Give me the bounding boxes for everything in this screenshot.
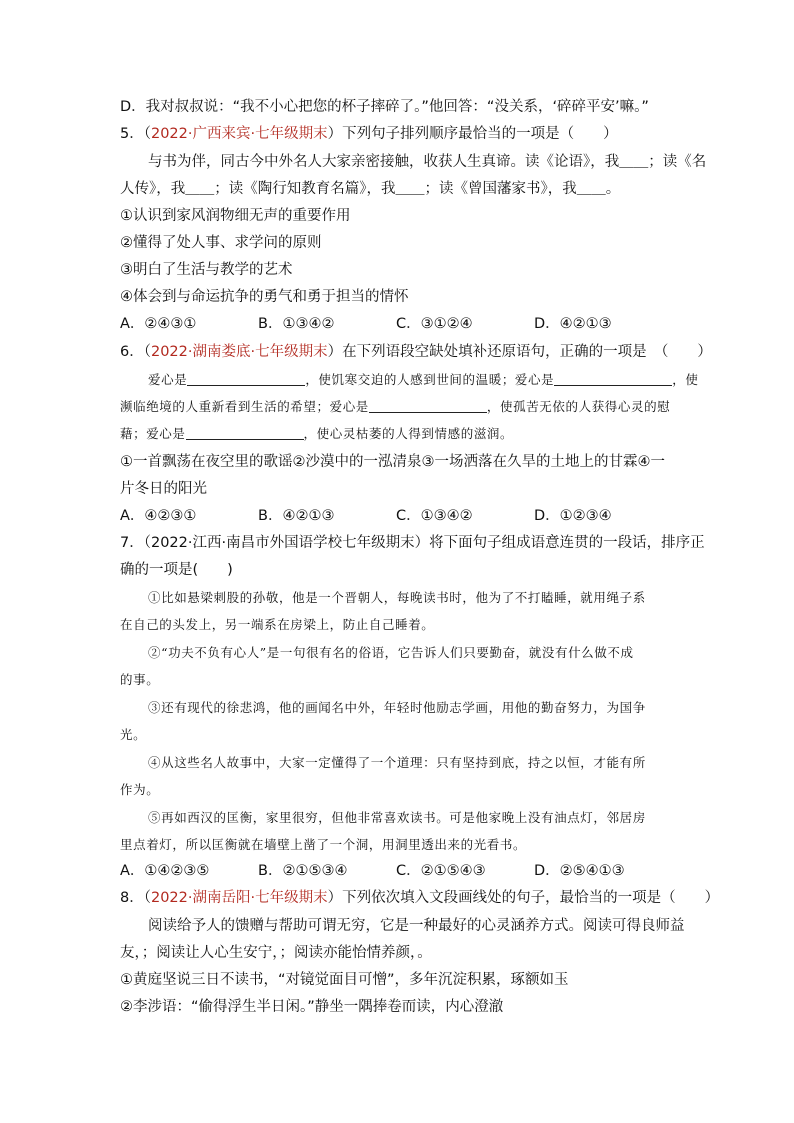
- q5-item-3: ③明白了生活与教学的艺术: [120, 262, 293, 278]
- q6-options: [120, 506, 612, 526]
- q8-number: 8．（: [120, 890, 151, 906]
- q7-sentence-3b: 光。: [120, 727, 147, 742]
- q8-stem: ）下列依次填入文段画线处的句子，最恰当的一项是（ ）: [327, 890, 720, 906]
- q7-option-c[interactable]: C．②①⑤④③: [396, 863, 486, 879]
- q7-sentence-1a: ①比如悬梁刺股的孙敬，他是一个晋朝人，每晚读书时，他为了不打瞌睡，就用绳子系: [148, 590, 646, 605]
- q5-option-b[interactable]: B．①③④②: [258, 316, 335, 332]
- q6-source: 2022·湖南娄底·七年级期末: [150, 344, 328, 360]
- q7-sentence-1b: 在自己的头发上，另一端系在房梁上，防止自己睡着。: [120, 617, 435, 632]
- q6-option-c[interactable]: C．①③④②: [396, 508, 473, 524]
- q6-passage-line3: 藉；爱心是 ，使心灵枯萎的人得到情感的滋润。: [120, 426, 514, 441]
- q5-option-a[interactable]: A．②④③①: [120, 316, 197, 332]
- q6-number: 6．（: [120, 344, 151, 360]
- q7-option-a[interactable]: A．①④②③⑤: [120, 863, 210, 879]
- q8-item-2: ②李涉语：“偷得浮生半日闲。”静坐一隅捧卷而读，内心澄澈: [120, 999, 504, 1015]
- q5-stem: ）下列句子排列顺序最恰当的一项是（ ）: [327, 126, 618, 142]
- q6-blank-1: [187, 371, 305, 386]
- prev-option-d: D．我对叔叔说：“我不小心把您的杯子摔碎了。”他回答：“没关系，‘碎碎平安’嘛。”: [120, 99, 649, 115]
- q5-option-c[interactable]: C．③①②④: [396, 316, 473, 332]
- q6-passage-line2: 濒临绝境的人重新看到生活的希望；爱心是 ，使孤苦无依的人获得心灵的慰: [120, 399, 671, 414]
- q7-header-line1: 7．（2022·江西·南昌市外国语学校七年级期末）将下面句子组成语意连贯的一段话，排序正: [120, 535, 705, 551]
- q7-header-line2: 确的一项是( ): [120, 562, 233, 578]
- q7-sentence-4a: ④从这些名人故事中，大家一定懂得了一个道理：只有坚持到底，持之以恒，才能有所: [148, 755, 646, 770]
- q8-passage-line2: 友，；阅读让人心生安宁，；阅读亦能怡情养颜，。: [120, 945, 432, 961]
- q6-option-b[interactable]: B．④②①③: [258, 508, 335, 524]
- q6-items-line2: 片冬日的阳光: [120, 481, 207, 497]
- q7-option-b[interactable]: B．②①⑤③④: [258, 863, 348, 879]
- q6-header: [120, 342, 712, 362]
- q8-item-1: ①黄庭坚说三日不读书，“对镜觉面目可憎”，多年沉淀积累，琢额如玉: [120, 972, 569, 988]
- q7-option-d[interactable]: D．②⑤④①③: [534, 863, 625, 879]
- q7-sentence-5b: 里点着灯，所以匡衡就在墙壁上凿了一个洞，用洞里透出来的光看书。: [120, 837, 527, 852]
- q6-items-line1: ①一首飘荡在夜空里的歌谣②沙漠中的一泓清泉③一场洒落在久旱的土地上的甘霖④一: [120, 454, 665, 470]
- q5-passage-line2: 人传》，我＿＿；读《陶行知教育名篇》，我＿＿；读《曾国藩家书》，我＿＿。: [120, 181, 621, 197]
- q6-blank-3: [369, 398, 487, 413]
- q7-sentence-2b: 的事。: [120, 672, 160, 687]
- q5-passage-line1: 与书为伴，同古今中外名人大家亲密接触，收获人生真谛。读《论语》，我＿＿；读《名: [148, 154, 707, 170]
- q5-item-2: ②懂得了处人事、求学问的原则: [120, 235, 322, 251]
- q6-blank-2: [554, 371, 672, 386]
- q7-sentence-4b: 作为。: [120, 782, 160, 797]
- q6-option-d[interactable]: D．①②③④: [534, 508, 612, 524]
- q6-passage-line1: 爱心是 ，使饥寒交迫的人感到世间的温暖；爱心是 ，使: [148, 372, 699, 387]
- q8-passage-line1: 阅读给予人的馈赠与帮助可谓无穷，它是一种最好的心灵涵养方式。阅读可得良师益: [148, 918, 685, 934]
- q8-source: 2022·湖南岳阳·七年级期末: [150, 890, 328, 906]
- q6-blank-4: [186, 425, 304, 440]
- q5-source: 2022·广西来宾·七年级期末: [150, 126, 328, 142]
- q7-sentence-2a: ②“功夫不负有心人”是一句很有名的俗语，它告诉人们只要勤奋，就没有什么做不成: [148, 645, 634, 660]
- q5-item-4: ④体会到与命运抗争的勇气和勇于担当的情怀: [120, 289, 409, 305]
- q6-stem: ）在下列语段空缺处填补还原语句，正确的一项是 （ ）: [327, 344, 712, 360]
- q7-options: [120, 861, 625, 881]
- q5-item-1: ①认识到家风润物细无声的重要作用: [120, 208, 351, 224]
- q6-option-a[interactable]: A．④②③①: [120, 508, 197, 524]
- q5-options: [120, 314, 612, 334]
- q7-sentence-5a: ⑤再如西汉的匡衡，家里很穷，但他非常喜欢读书。可是他家晚上没有油点灯，邻居房: [148, 810, 646, 825]
- q8-header: [120, 888, 719, 908]
- q5-option-d[interactable]: D．④②①③: [534, 316, 612, 332]
- q5-header: [120, 124, 618, 144]
- q5-number: 5．（: [120, 126, 151, 142]
- q7-sentence-3a: ③还有现代的徐悲鸿，他的画闻名中外，年轻时他励志学画，用他的勤奋努力，为国争: [148, 700, 646, 715]
